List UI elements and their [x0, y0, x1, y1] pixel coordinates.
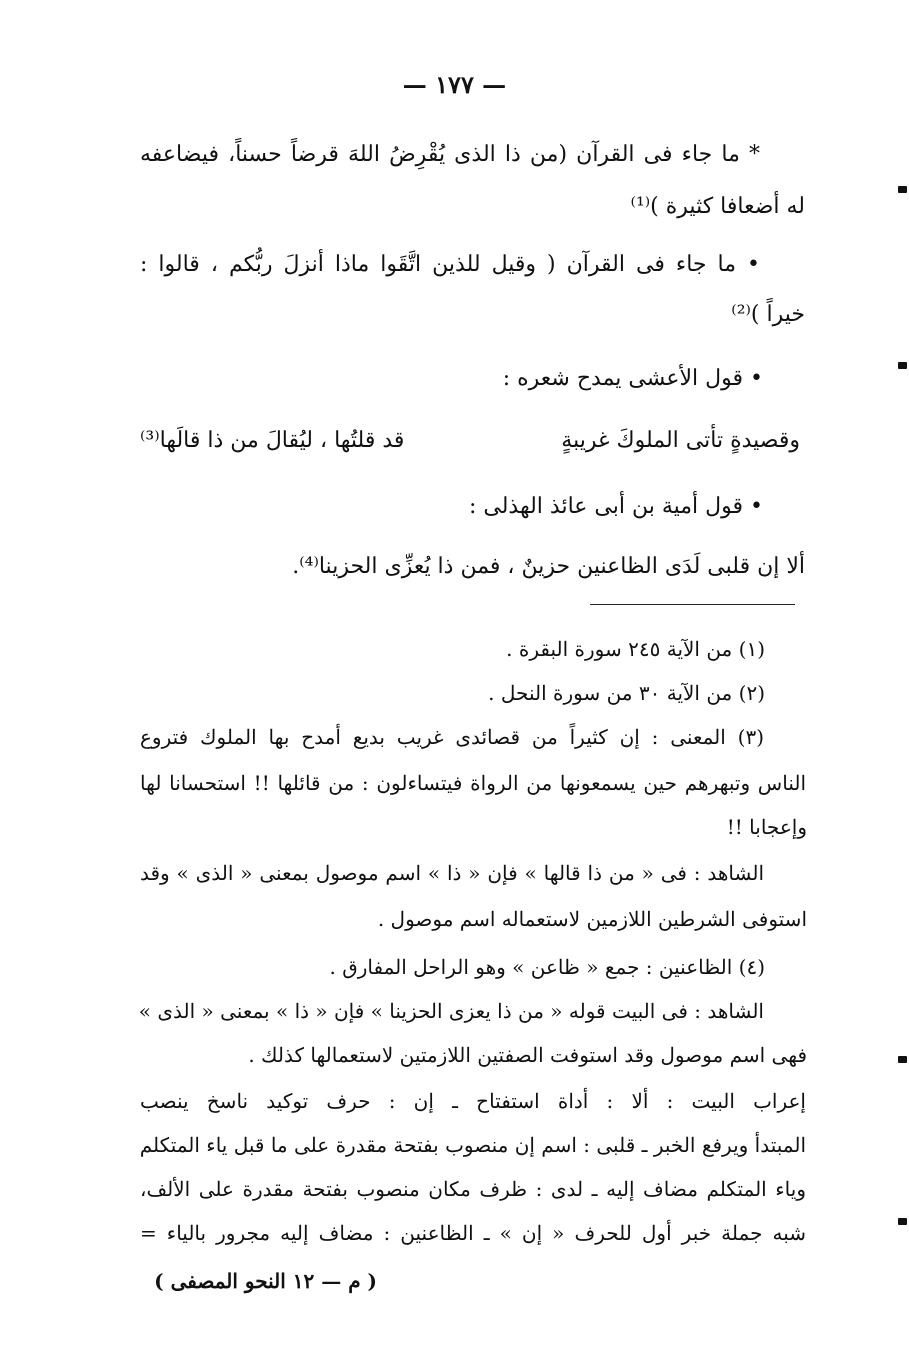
footnote-line-4: الناس وتبهرهم حين يسمعونها من الرواة فيتساءلون : من قائلها !! استحسانا لها: [140, 771, 806, 795]
footnote-line-13: وياء المتكلم مضاف إليه ـ لدى : ظرف مكان منصوب بفتحة مقدرة على الألف،: [140, 1177, 806, 1201]
footnote-line-5: وإعجابا !!: [726, 815, 807, 839]
footnote-line-6: الشاهد : فى « من ذا قالها » فإن « ذا » اسم موصول بمعنى « الذى » وقد: [140, 861, 764, 885]
footnote-line-9: الشاهد : فى البيت قوله « من ذا يعزى الحزينا » فإن « ذا » بمعنى « الذى »: [138, 999, 764, 1023]
footnote-line-7: استوفى الشرطين اللازمين لاستعماله اسم موصول .: [377, 907, 807, 931]
page-number: — ١٧٧ —: [402, 70, 507, 99]
footnote-line-1: (١) من الآية ٢٤٥ سورة البقرة .: [506, 637, 765, 661]
body-line-1: * ما جاء فى القرآن (من ذا الذى يُقْرِضُ اللهَ قرضاً حسناً، فيضاعفه: [140, 142, 760, 167]
footnote-line-12: المبتدأ ويرفع الخبر ـ قلبى : اسم إن منصوب بفتحة مقدرة على ما قبل ياء المتكلم: [139, 1133, 806, 1157]
book-signature: ( م — ١٢ النحو المصفى ): [154, 1269, 377, 1293]
body-line-6: • قول أمية بن أبى عائذ الهذلى :: [468, 494, 763, 519]
body-line-2: له أضعافا كثيرة )⁽¹⁾: [630, 194, 805, 219]
margin-mark: [898, 1218, 907, 1225]
footnote-line-8: (٤) الظاعنين : جمع « ظاعن » وهو الراحل المفارق .: [329, 955, 765, 979]
body-line-4: خيراً )⁽²⁾: [731, 302, 805, 327]
footnote-line-3: (٣) المعنى : إن كثيراً من قصائدى غريب بديع أمدح بها الملوك فتروع: [140, 725, 764, 749]
body-line-7: ألا إن قلبى لَدَى الظاعنين حزينٌ ، فمن ذا يُعزِّى الحزينا⁽⁴⁾.: [292, 554, 805, 579]
body-line-3: • ما جاء فى القرآن ( وقيل للذين اتَّقَوا ماذا أنزلَ ربُّكم ، قالوا :: [140, 252, 760, 277]
poetry-verse: [140, 428, 800, 462]
footnote-line-2: (٢) من الآية ٣٠ من سورة النحل .: [488, 681, 765, 705]
footnote-line-10: فهى اسم موصول وقد استوفت الصفتين اللازمتين لاستعمالها كذلك .: [248, 1043, 807, 1067]
footnote-line-11: إعراب البيت : ألا : أداة استفتاح ـ إن : حرف توكيد ناسخ ينصب: [140, 1089, 806, 1113]
margin-mark: [898, 1056, 907, 1063]
verse-left-hemistich: قد قلتُها ، ليُقالَ من ذا قالَها⁽³⁾: [140, 428, 405, 453]
body-line-5: • قول الأعشى يمدح شعره :: [502, 366, 763, 391]
margin-mark: [898, 362, 907, 369]
verse-right-hemistich: وقصيدةٍ تأتى الملوكَ غريبةٍ: [561, 428, 800, 453]
footnote-line-14: شبه جملة خبر أول للحرف « إن » ـ الظاعنين : مضاف إليه مجرور بالياء =: [140, 1221, 806, 1245]
margin-mark: [898, 186, 907, 193]
footnote-separator: [590, 604, 795, 605]
